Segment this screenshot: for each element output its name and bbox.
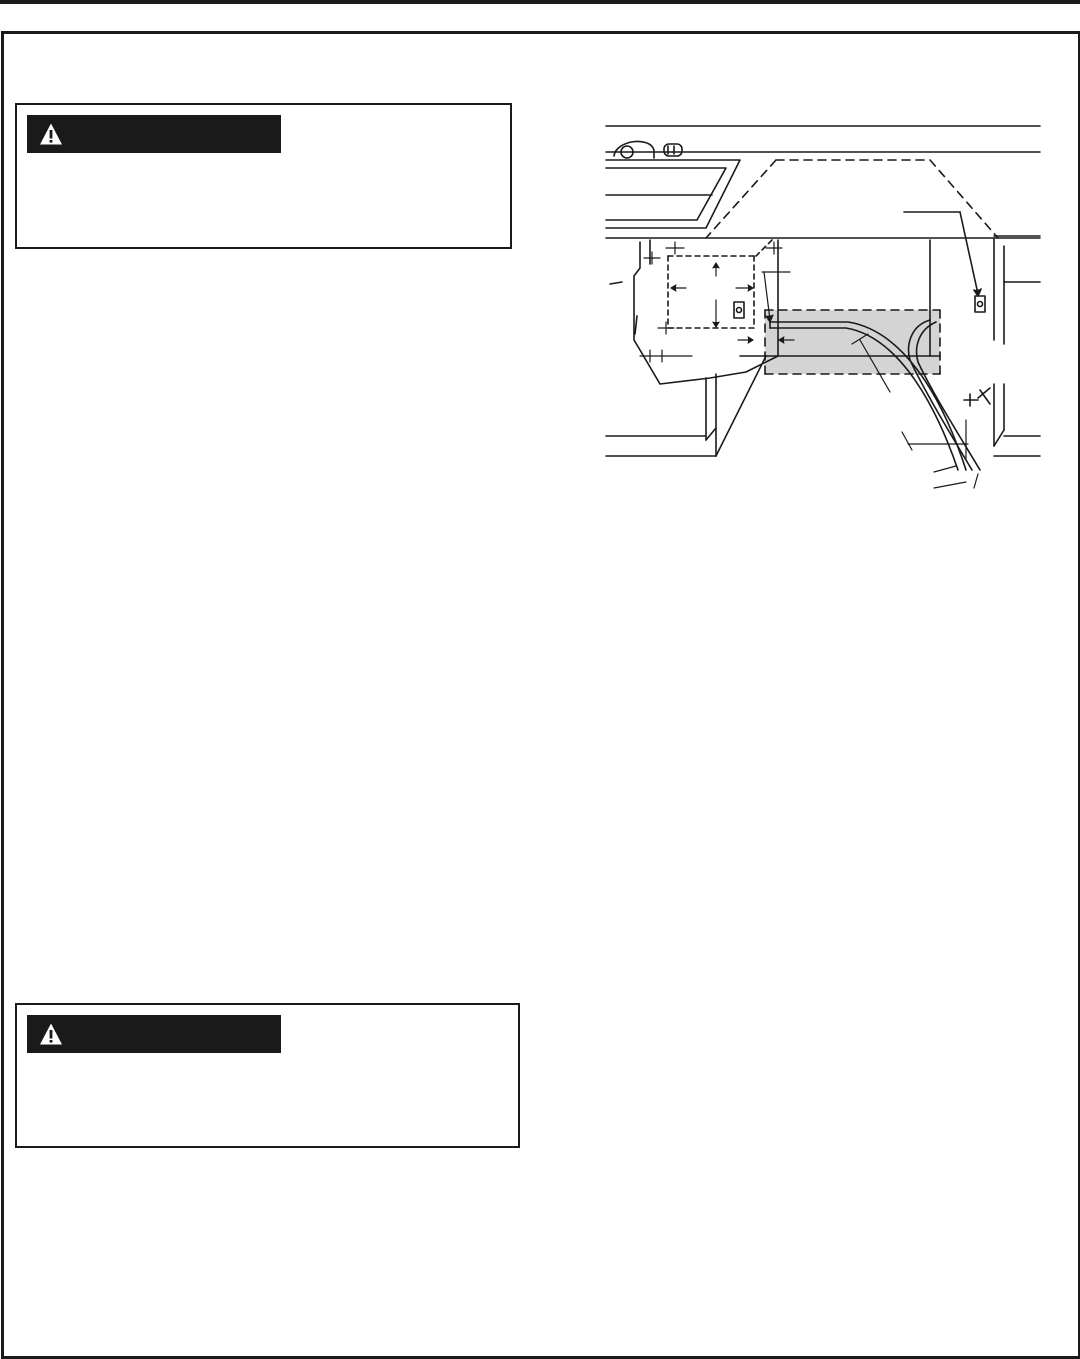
warning-box-1 xyxy=(15,103,512,249)
warning-box-2 xyxy=(15,1003,520,1148)
electrical-outlet-icon xyxy=(904,212,985,312)
header-rule xyxy=(0,0,1080,4)
countertop xyxy=(606,126,1040,238)
dimension-zone xyxy=(668,240,772,328)
faucet-icon xyxy=(614,141,682,158)
left-cabinet xyxy=(606,240,778,456)
right-cabinet xyxy=(964,236,1040,456)
electrical-outlet-icon xyxy=(734,302,744,318)
warning-triangle-icon xyxy=(39,1022,63,1046)
installation-diagram xyxy=(600,118,1045,498)
sink xyxy=(606,160,740,228)
warning-triangle-icon xyxy=(39,122,63,146)
warning-banner xyxy=(27,1015,281,1053)
warning-banner xyxy=(27,115,281,153)
